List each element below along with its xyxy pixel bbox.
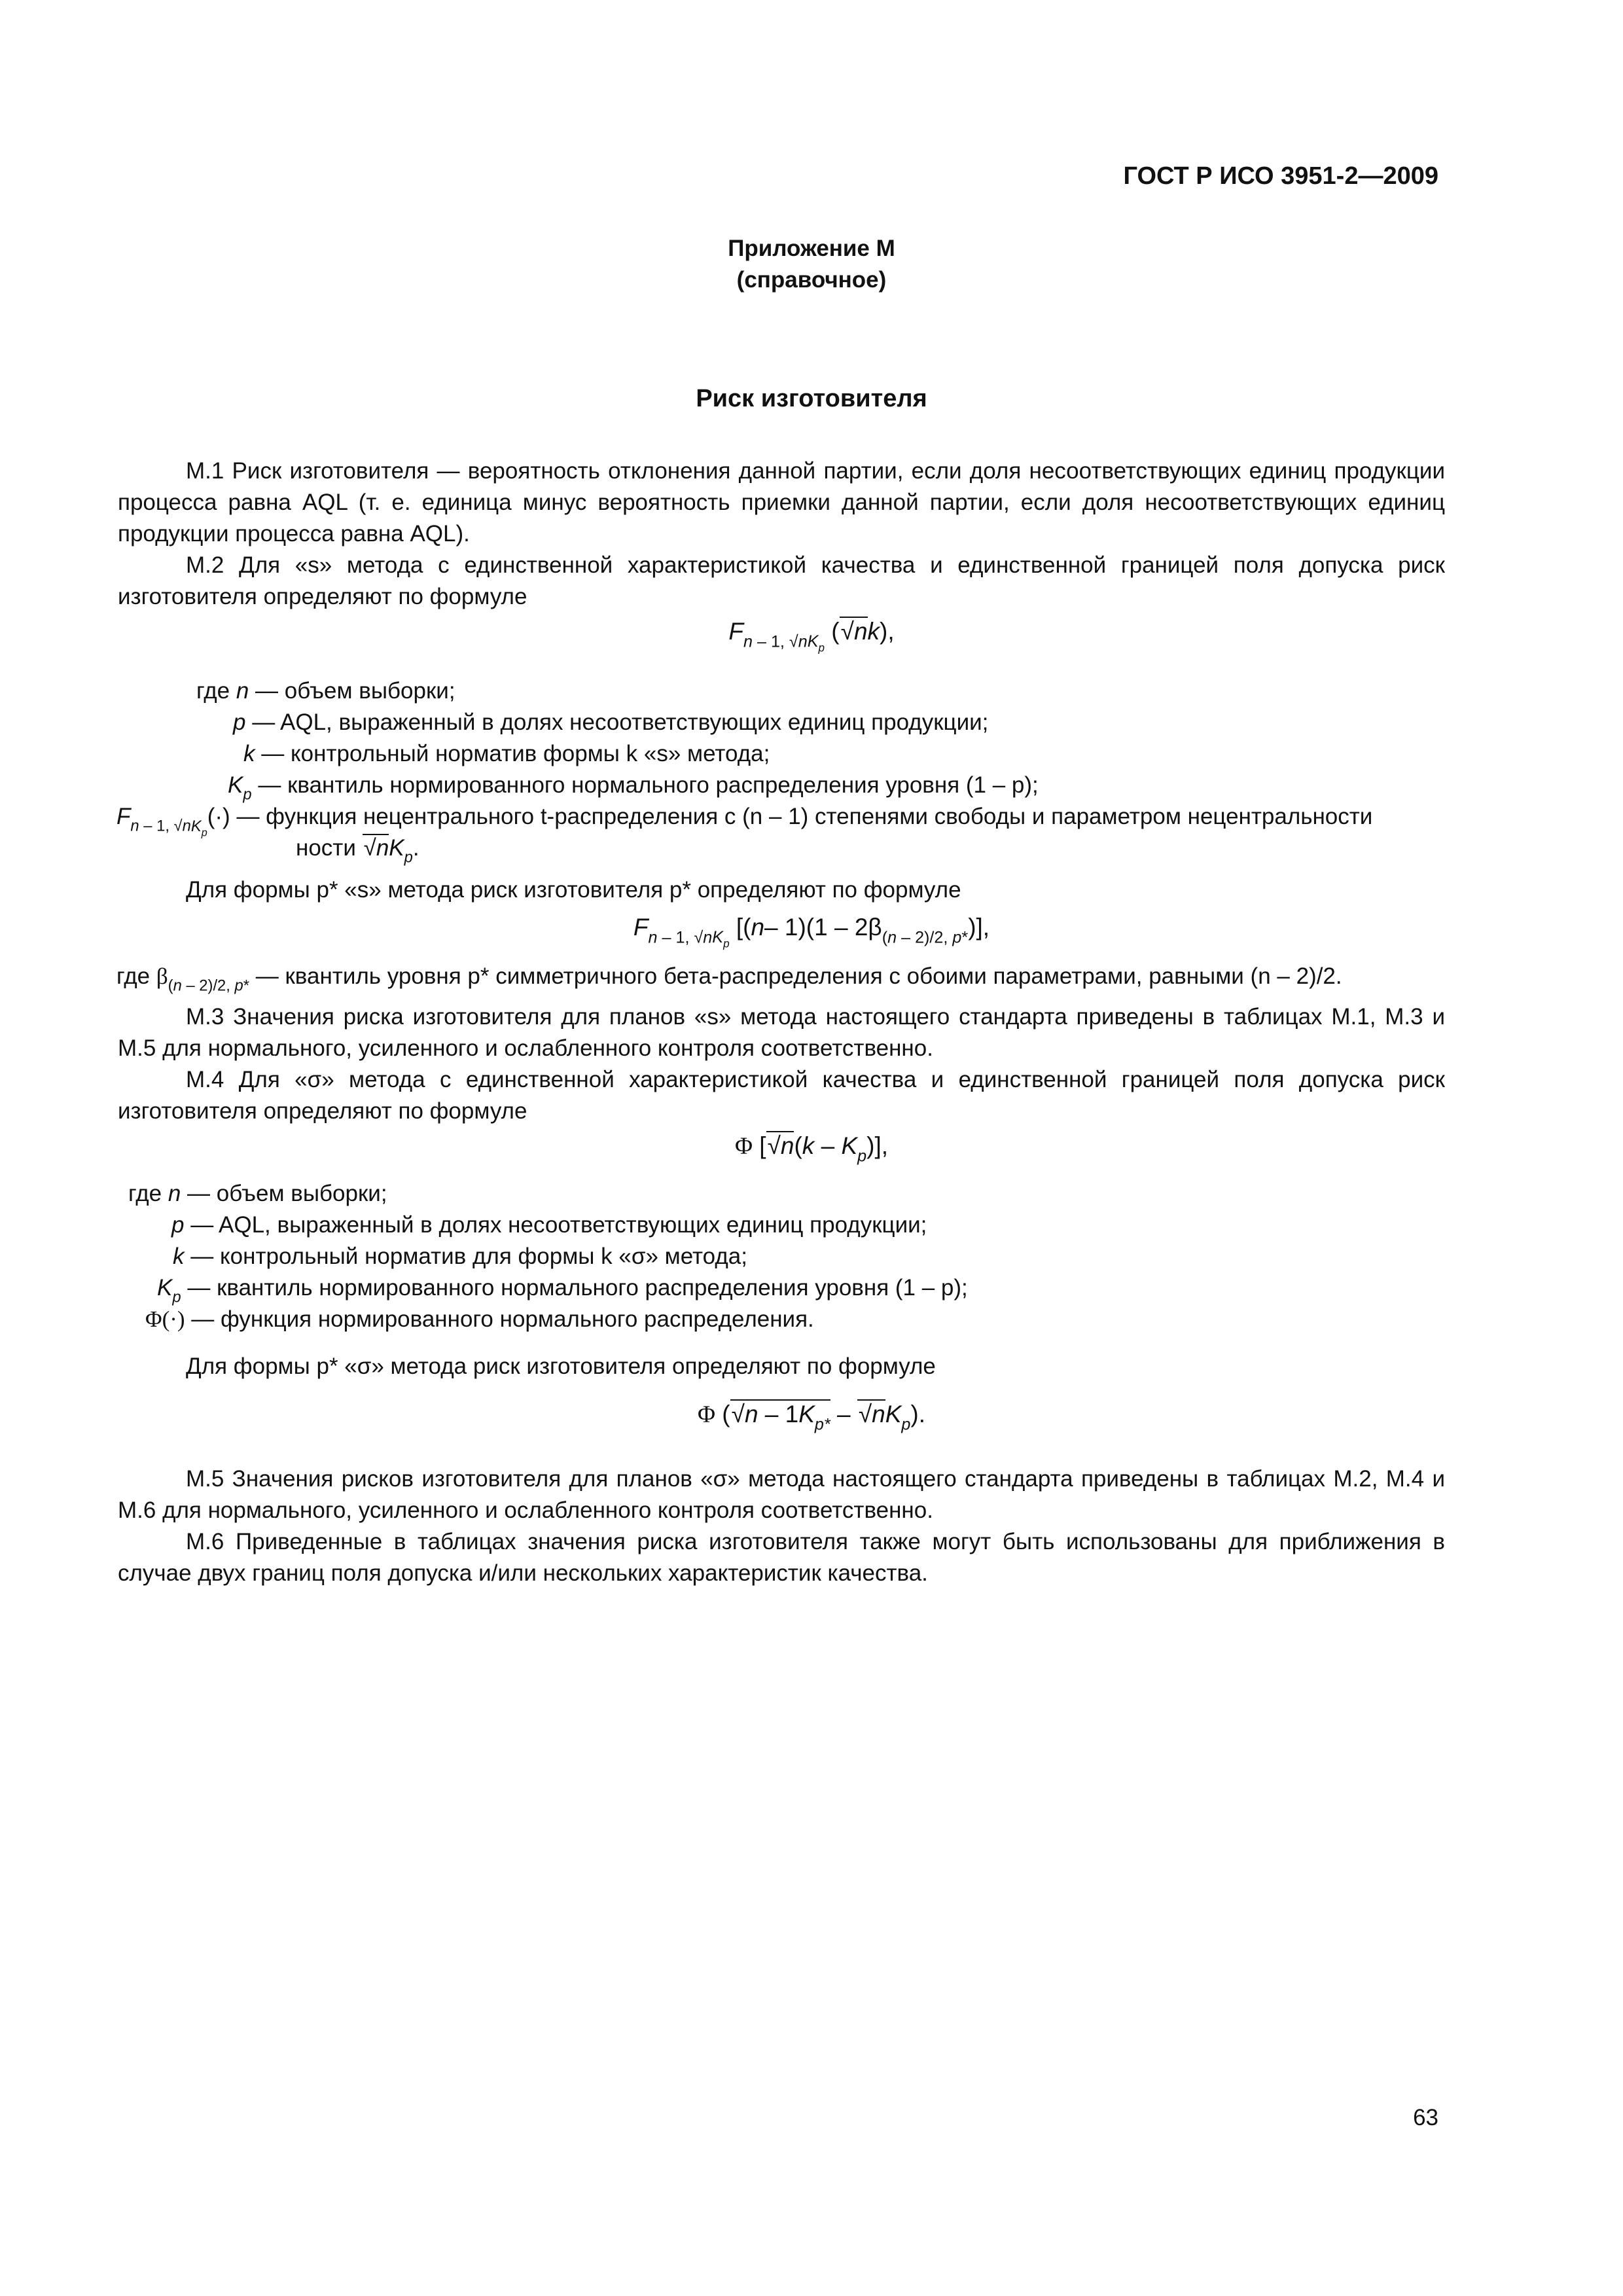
section-title: Риск изготовителя xyxy=(696,385,927,412)
page-number: 63 xyxy=(1413,2105,1438,2130)
paragraph-m6: М.6 Приведенные в таблицах значения риска изготовителя также могут быть использованы для приближения в случае двух границ поля допуска и/или нескольких характеристик качества. xyxy=(118,1529,1445,1586)
def-sigma-k: k — контрольный норматив для формы k «σ» метода; xyxy=(173,1244,747,1269)
def-beta: где $\beta_{(n - 2)/2, p*}$ — квантиль уровня p* симметричного бета-распределения с обоими параметрами, равными (n – 2)/2. xyxy=(116,963,1342,995)
def-sigma-n: где n — объем выборки; xyxy=(128,1181,387,1206)
def-sigma-p: p — AQL, выраженный в долях несоответствующих единиц продукции; xyxy=(171,1212,927,1238)
def-s-n: где n — объем выборки; xyxy=(196,678,455,704)
formula-sigma-method: Φ $[√n(k - K_p)]$, xyxy=(734,1132,889,1166)
paragraph-m4-pstar: Для формы p* «σ» метода риск изготовителя определяют по формуле xyxy=(186,1354,936,1379)
standard-code: ГОСТ Р ИСО 3951-2—2009 xyxy=(1123,162,1438,190)
formula-sigma-method-pstar: Φ $(√n - 1K_{p*} - √nK_p)$. xyxy=(697,1401,926,1434)
def-s-kp: $K_p$ — квантиль нормированного нормального распределения уровня (1 – p); xyxy=(228,772,1039,804)
paragraph-m1: М.1 Риск изготовителя — вероятность отклонения данной партии, если доля несоответствующих единиц продукции процесса равна AQL (т. е. единица минус вероятность приемки данной партии, если доля несоответствующих единиц продукции процесса равна AQL). xyxy=(118,458,1445,547)
formula-s-method: $F_{n - 1, √nK_p}$ (√nk), xyxy=(728,618,895,655)
paragraph-m3: М.3 Значения риска изготовителя для планов «s» метода настоящего стандарта приведены в таблицах М.1, М.3 и М.5 для нормального, усиленного и ослабленного контроля соответственно. xyxy=(118,1004,1445,1061)
def-s-k: k — контрольный норматив формы k «s» метода; xyxy=(243,741,770,766)
def-sigma-phi: Φ(·) — функция нормированного нормального распределения. xyxy=(145,1306,814,1332)
where-word: где xyxy=(196,678,230,704)
paragraph-m4: М.4 Для «σ» метода с единственной характеристикой качества и единственной границей поля допуска риск изготовителя определяют по формуле xyxy=(118,1067,1445,1124)
def-s-f: $F_{n - 1, √nK_p}(\cdot)$ — функция нецентрального t-распределения с (n – 1) степенями свободы и параметром нецентральности xyxy=(116,804,1373,838)
paragraph-m5: М.5 Значения рисков изготовителя для планов «σ» метода настоящего стандарта приведены в таблицах М.2, М.4 и М.6 для нормального, усиленного и ослабленного контроля соответственно. xyxy=(118,1466,1445,1523)
def-sigma-kp: $K_p$ — квантиль нормированного нормального распределения уровня (1 – p); xyxy=(157,1275,968,1306)
annex-title: Приложение М xyxy=(728,236,895,261)
paragraph-m2-pstar: Для формы p* «s» метода риск изготовителя p* определяют по формуле xyxy=(186,877,961,903)
def-s-p: p — AQL, выраженный в долях несоответствующих единиц продукции; xyxy=(233,709,989,735)
formula-s-method-pstar: $F_{n - 1, √nK_p}$ [(n– $1)(1 - 2\beta_{(n - 2)/2, p*})$], xyxy=(633,914,990,950)
paragraph-m2: М.2 Для «s» метода с единственной характеристикой качества и единственной границей поля допуска риск изготовителя определяют по формуле xyxy=(118,552,1445,609)
annex-type: (справочное) xyxy=(736,267,887,293)
def-s-f-cont: ности $√nK_p$. xyxy=(296,835,419,867)
annex-heading xyxy=(0,233,1623,296)
